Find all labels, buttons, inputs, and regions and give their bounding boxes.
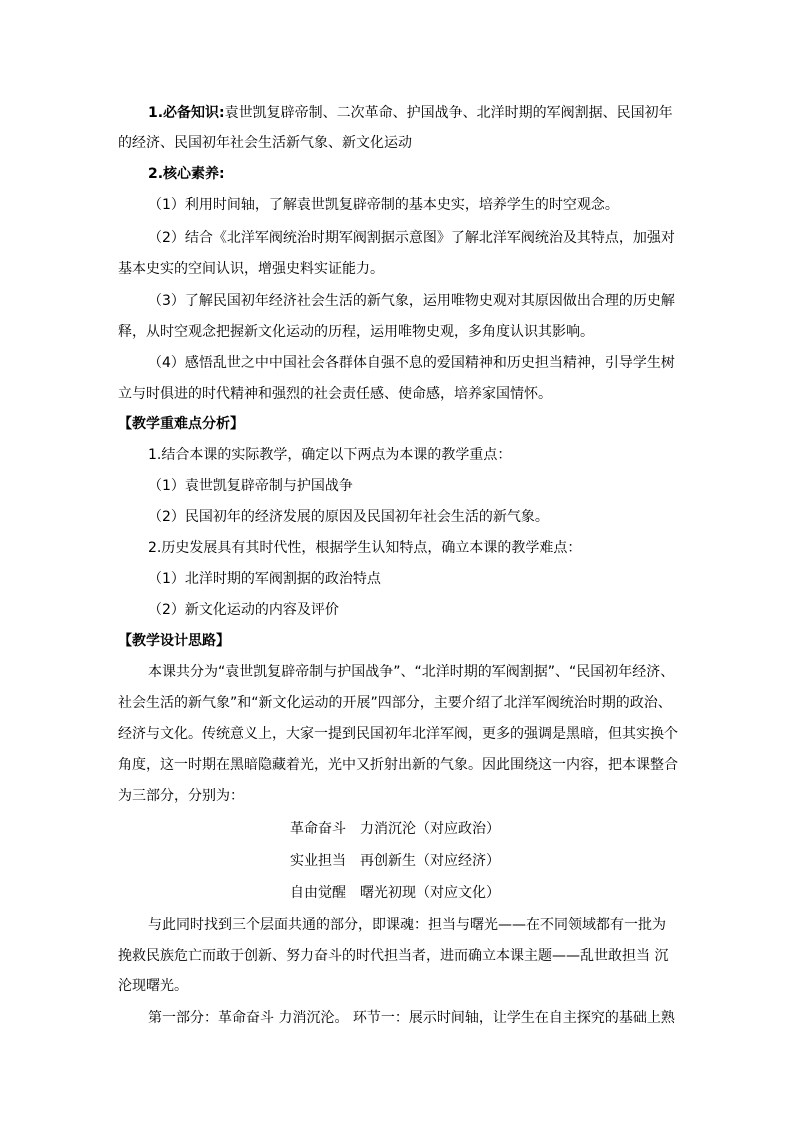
- literacy-item-2-line-1: （2）结合《北洋军阀统治时期军阀割据示意图》了解北洋军阀统治及其特点，加强对: [148, 230, 675, 246]
- key-point-item-2: （2）民国初年的经济发展的原因及民国初年社会生活的新气象。: [148, 509, 549, 525]
- key-points-p2: 2.历史发展具有其时代性，根据学生认知特点，确立本课的教学难点：: [148, 540, 582, 556]
- design-para1-line-3: 经济与文化。传统意义上，大家一提到民国初年北洋军阀，更多的强调是黑暗，但其实换个: [118, 726, 678, 742]
- core-knowledge-line-2: 的经济、民国初年社会生活新气象、新文化运动: [118, 135, 412, 151]
- design-para1-line-4: 角度，这一时期在黑暗隐藏着光，光中又折射出新的气象。因此围绕这一内容，把本课整合: [118, 757, 678, 773]
- key-point-item-1: （1）袁世凯复辟帝制与护国战争: [148, 478, 353, 494]
- design-para2-line-3: 沦现曙光。: [118, 978, 188, 994]
- design-part-2: 实业担当 再创新生（对应经济）: [290, 853, 500, 869]
- literacy-item-4-line-1: （4）感悟乱世之中中国社会各群体自强不息的爱国精神和历史担当精神，引导学生树: [148, 355, 675, 371]
- design-part-1: 革命奋斗 力消沉沦（对应政治）: [290, 821, 500, 837]
- key-points-p1: 1.结合本课的实际教学，确定以下两点为本课的教学重点：: [148, 447, 512, 463]
- core-literacy-label: 2.核心素养:: [148, 166, 225, 182]
- core-knowledge-label: 1.必备知识:: [148, 105, 225, 121]
- design-heading: 【教学设计思路】: [118, 633, 230, 649]
- design-para1-line-2: 社会生活的新气象”和“新文化运动的开展”四部分，主要介绍了北洋军阀统治时期的政治、: [118, 695, 672, 711]
- design-para1-line-5: 为三部分，分别为：: [118, 788, 244, 804]
- literacy-item-2-line-2: 基本史实的空间认识，增强史料实证能力。: [118, 261, 384, 277]
- design-part-3: 自由觉醒 曙光初现（对应文化）: [290, 885, 500, 901]
- key-points-heading: 【教学重难点分析】: [118, 416, 244, 432]
- design-para2-line-2: 挽救民族危亡而敢于创新、努力奋斗的时代担当者，进而确立本课主题——乱世敢担当 沉: [118, 948, 669, 964]
- design-para3-line-1: 第一部分：革命奋斗 力消沉沦。 环节一：展示时间轴，让学生在自主探究的基础上熟: [148, 1010, 675, 1026]
- literacy-item-3-line-2: 释，从时空观念把握新文化运动的历程，运用唯物史观，多角度认识其影响。: [118, 324, 594, 340]
- difficulty-item-2: （2）新文化运动的内容及评价: [148, 602, 339, 618]
- design-para2-line-1: 与此同时找到三个层面共通的部分，即课魂：担当与曙光——在不同领域都有一批为: [148, 917, 666, 933]
- literacy-item-3-line-1: （3）了解民国初年经济社会生活的新气象，运用唯物史观对其原因做出合理的历史解: [148, 293, 675, 309]
- design-para1-line-1: 本课共分为“袁世凯复辟帝制与护国战争”、“北洋时期的军阀割据”、“民国初年经济、: [148, 664, 675, 680]
- literacy-item-1: （1）利用时间轴，了解袁世凯复辟帝制的基本史实，培养学生的时空观念。: [148, 197, 619, 213]
- literacy-item-4-line-2: 立与时俱进的时代精神和强烈的社会责任感、使命感，培养家国情怀。: [118, 386, 552, 402]
- core-knowledge-text: 袁世凯复辟帝制、二次革命、护国战争、北洋时期的军阀割据、民国初年: [224, 105, 673, 121]
- core-knowledge-line-1: [148, 103, 673, 123]
- difficulty-item-1: （1）北洋时期的军阀割据的政治特点: [148, 571, 381, 587]
